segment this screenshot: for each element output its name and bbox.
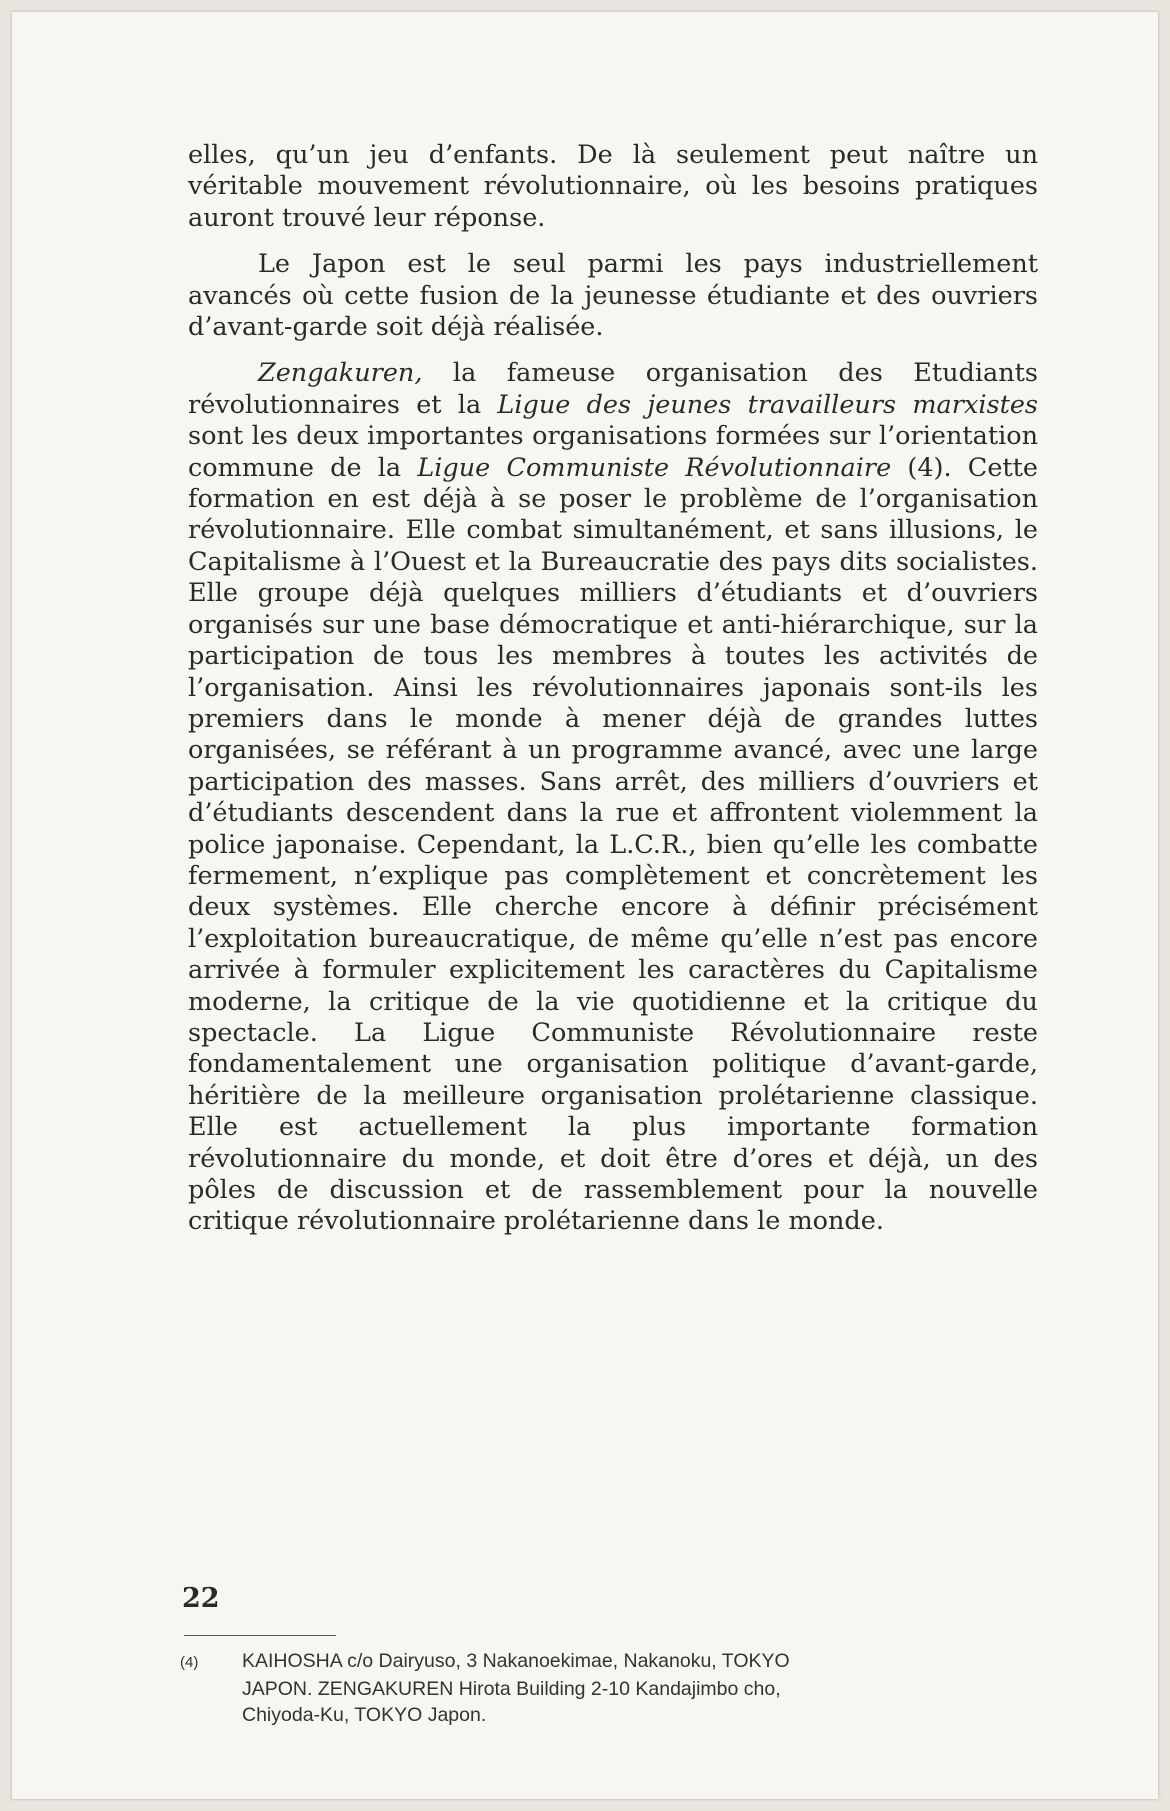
paragraph-3-text-a: la fameuse organisation des Etudiants révolutionnaires et la (188, 358, 1038, 420)
body-text (188, 140, 1038, 1253)
footnote-divider (184, 1635, 336, 1636)
paragraph-3 (188, 358, 1038, 1237)
footnote-text-1: KAIHOSHA c/o Dairyuso, 3 Nakanoekimae, Nakanoku, TOKYO (242, 1650, 790, 1672)
footnote (180, 1648, 1038, 1728)
footnote-line-3: Chiyoda-Ku, TOKYO Japon. (242, 1704, 487, 1726)
footnote-line-2: JAPON. ZENGAKUREN Hirota Building 2-10 Kandajimbo cho, (242, 1678, 781, 1700)
zengakuren-italic: Zengakuren, (258, 358, 423, 389)
footnote-line-1 (180, 1648, 1038, 1676)
paragraph-2 (188, 249, 1038, 343)
lcr-italic: Ligue Communiste Révolutionnaire (417, 452, 892, 483)
paragraph-3-text-c: (4). Cette formation en est déjà à se poser le problème de l’organisation révolutionnaire. Elle combat simultanément, et sans illusions, le Capitalisme à l’Ouest et la Bureaucratie des pays dits socialistes. Elle groupe déjà quelques milliers d’étudiants et d’ouvriers organisés sur une base démocratique et anti-hiérarchique, sur la participation de tous les membres à toutes les activités de l’organisation. Ainsi les révolutionnaires japonais sont-ils les premiers dans le monde à mener déjà de grandes luttes organisées, se référant à un programme avancé, avec une large participation des masses. Sans arrêt, des milliers d’ouvriers et d’étudiants descendent dans la rue et affrontent violemment la police japonaise. Cependant, la L.C.R., bien qu’elle les combatte fermement, n’explique pas complètement et concrètement les deux systèmes. Elle cherche encore à définir précisément l’exploitation bureaucratique, de même qu’elle n’est pas encore arrivée à formuler explicitement les caractères du Capitalisme moderne, la critique de la vie quotidienne et la critique du spectacle. La Ligue Communiste Révolutionnaire reste fondamentalement une organisation politique d’avant-garde, héritière de la meilleure organisation prolétarienne classique. Elle est actuellement la plus importante formation révolutionnaire du monde, et doit être d’ores et déjà, un des pôles de discussion et de rassemblement pour la nouvelle critique révolutionnaire prolétarienne dans le monde. (188, 452, 1038, 1237)
ligue-jeunes-italic: Ligue des jeunes travailleurs marxistes (497, 389, 1038, 420)
book-page (12, 12, 1158, 1799)
paragraph-2-text: Le Japon est le seul parmi les pays industriellement avancés où cette fusion de la jeunesse étudiante et des ouvriers d’avant-garde soit déjà réalisée. (188, 249, 1038, 343)
page-number: 22 (182, 1583, 220, 1614)
paragraph-1 (188, 140, 1038, 234)
paragraph-1-text: elles, qu’un jeu d’enfants. De là seulement peut naître un véritable mouvement révolutionnaire, où les besoins pratiques auront trouvé leur réponse. (188, 140, 1038, 233)
footnote-number: (4) (180, 1654, 199, 1671)
paragraph-3-text-b: sont les deux importantes organisations formées sur l’orientation commune de la (188, 421, 1038, 483)
